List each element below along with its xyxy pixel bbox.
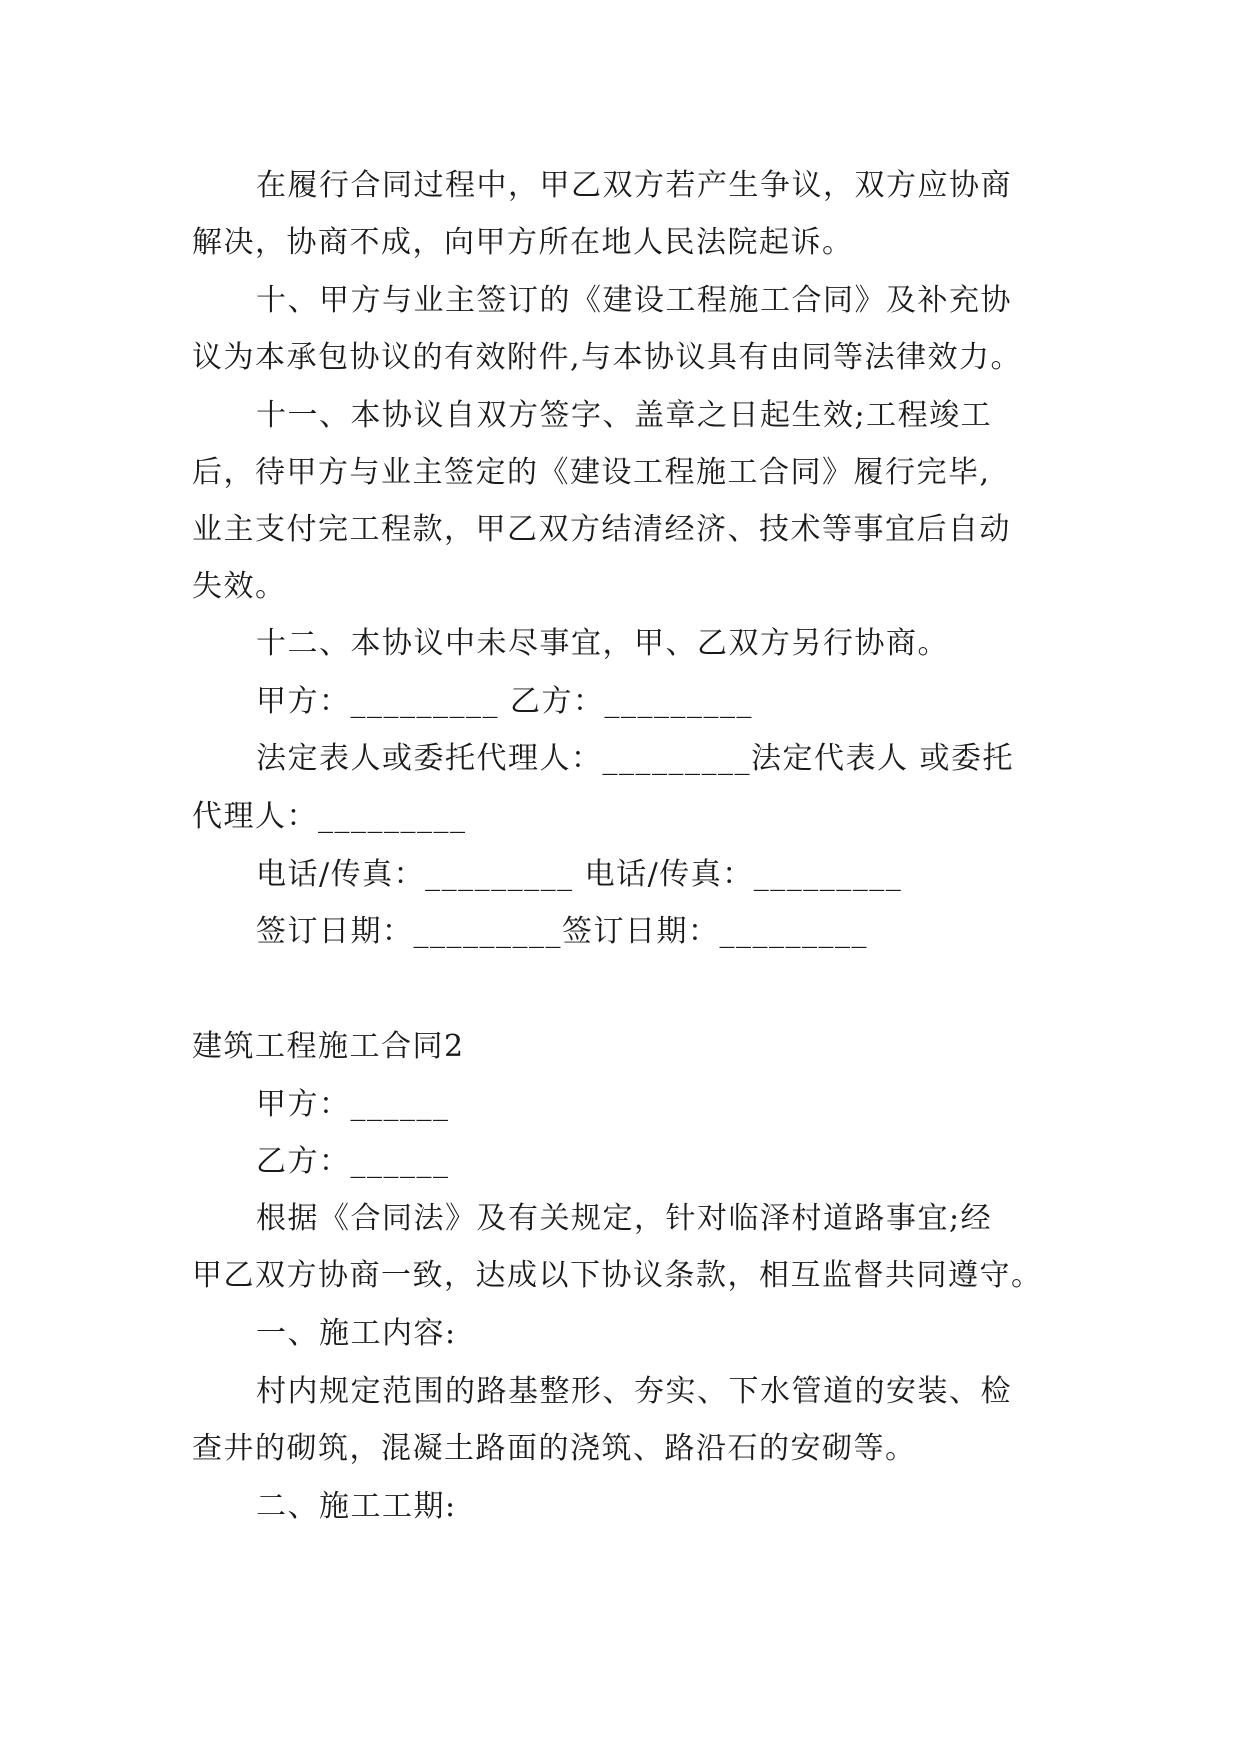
paragraph-line: 业主支付完工程款，甲乙双方结清经济、技术等事宜后自动: [192, 512, 1011, 547]
paragraph-line: 解决，协商不成，向甲方所在地人民法院起诉。: [192, 225, 854, 260]
signature-date-line: 签订日期：_________签订日期：_________: [256, 914, 868, 949]
signature-phone-line: 电话/传真：_________ 电话/传真：_________: [256, 857, 903, 892]
section-title: 建筑工程施工合同2: [192, 1029, 465, 1064]
paragraph-line: 查井的砌筑，混凝土路面的浇筑、路沿石的安砌等。: [192, 1431, 917, 1466]
party-b-line: 乙方：______: [256, 1144, 450, 1179]
signature-party-line: 甲方：_________ 乙方：_________: [256, 684, 754, 719]
signature-representative-line: 法定表人或委托代理人：_________法定代表人 或委托: [256, 741, 1015, 776]
signature-representative-line: 代理人：_________: [192, 799, 467, 834]
section-heading: 一、施工内容:: [256, 1316, 457, 1351]
party-a-line: 甲方：______: [256, 1087, 450, 1122]
paragraph-line: 村内规定范围的路基整形、夯实、下水管道的安装、检: [256, 1374, 1012, 1409]
paragraph-line: 甲乙双方协商一致，达成以下协议条款，相互监督共同遵守。: [192, 1258, 1043, 1293]
paragraph-line: 失效。: [192, 569, 287, 604]
paragraph-line: 根据《合同法》及有关规定，针对临泽村道路事宜;经: [256, 1201, 993, 1236]
clause-10-line: 十、甲方与业主签订的《建设工程施工合同》及补充协: [256, 283, 1012, 318]
paragraph-line: 后，待甲方与业主签定的《建设工程施工合同》履行完毕,: [192, 455, 991, 490]
paragraph-line: 议为本承包协议的有效附件,与本协议具有由同等法律效力。: [192, 340, 1023, 375]
clause-12-line: 十二、本协议中未尽事宜，甲、乙双方另行协商。: [256, 626, 949, 661]
section-heading: 二、施工工期:: [256, 1489, 457, 1524]
paragraph-line: 在履行合同过程中，甲乙双方若产生争议，双方应协商: [256, 168, 1012, 203]
clause-11-line: 十一、本协议自双方签字、盖章之日起生效;工程竣工: [256, 398, 993, 433]
